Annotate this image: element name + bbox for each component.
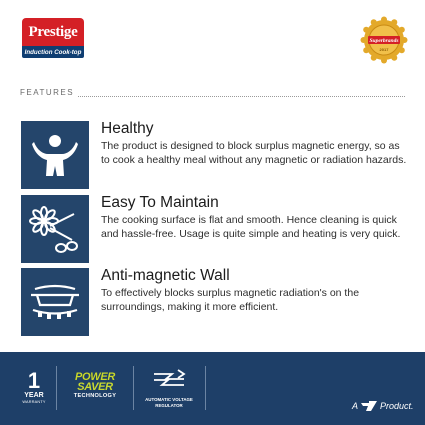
svg-text:2017: 2017 [379,47,389,52]
feature-icon-box [21,268,89,336]
avr-badge [140,368,198,408]
feature-icon-box [21,121,89,189]
happy-person-icon [30,130,80,180]
flower-scissors-icon [28,202,82,256]
voltage-regulator-icon [152,368,186,390]
brand-logo-block [22,18,84,58]
feature-description: The cooking surface is flat and smooth. Hence cleaning is quick and hassle-free. Usage is quite simple and heating is very quick. [101,214,401,240]
footer-divider [205,366,206,410]
feature-title: Easy To Maintain [101,194,219,211]
warranty-badge [18,370,50,405]
warranty-unit: YEAR [24,392,44,399]
feature-description: The product is designed to block surplus magnetic energy, so as to cook a healthy meal without any magnetic or radiation hazards. [101,140,407,166]
features-label: FEATURES [20,88,75,97]
dotted-divider [78,96,405,97]
feature-healthy [21,121,411,189]
feature-description: To effectively blocks surplus magnetic radiation's on the surroundings, making it more efficient. [101,287,360,313]
power-saver-badge [64,372,126,400]
product-prefix: A [352,401,359,411]
power-saver-technology: TECHNOLOGY [73,393,117,399]
avr-label: AUTOMATIC VOLTAGE REGULATOR [145,397,193,408]
warranty-number: 1 [27,368,41,393]
superbrands-seal-icon [360,16,408,64]
warranty-label: WARRANTY [22,400,46,404]
power-saver-line2: SAVER [77,381,113,393]
brand-logo: Prestige [22,18,84,46]
feature-icon-box [21,195,89,263]
footer-banner [0,352,425,425]
ttk-product-mark [352,400,414,412]
feature-title: Anti-magnetic Wall [101,267,230,284]
brand-subtitle: Induction Cook-top [22,46,84,58]
feature-easy-to-maintain [21,195,411,263]
pan-on-cooktop-icon [27,277,83,327]
feature-anti-magnetic-wall [21,268,411,336]
footer-divider [133,366,134,410]
power-saver-line1: POWER [74,371,116,383]
product-suffix: Product. [380,401,414,411]
features-section-header [20,88,405,102]
footer-divider [56,366,57,410]
feature-title: Healthy [101,120,154,137]
ttk-logo-icon [360,400,378,412]
svg-text:Superbrands: Superbrands [369,38,399,44]
